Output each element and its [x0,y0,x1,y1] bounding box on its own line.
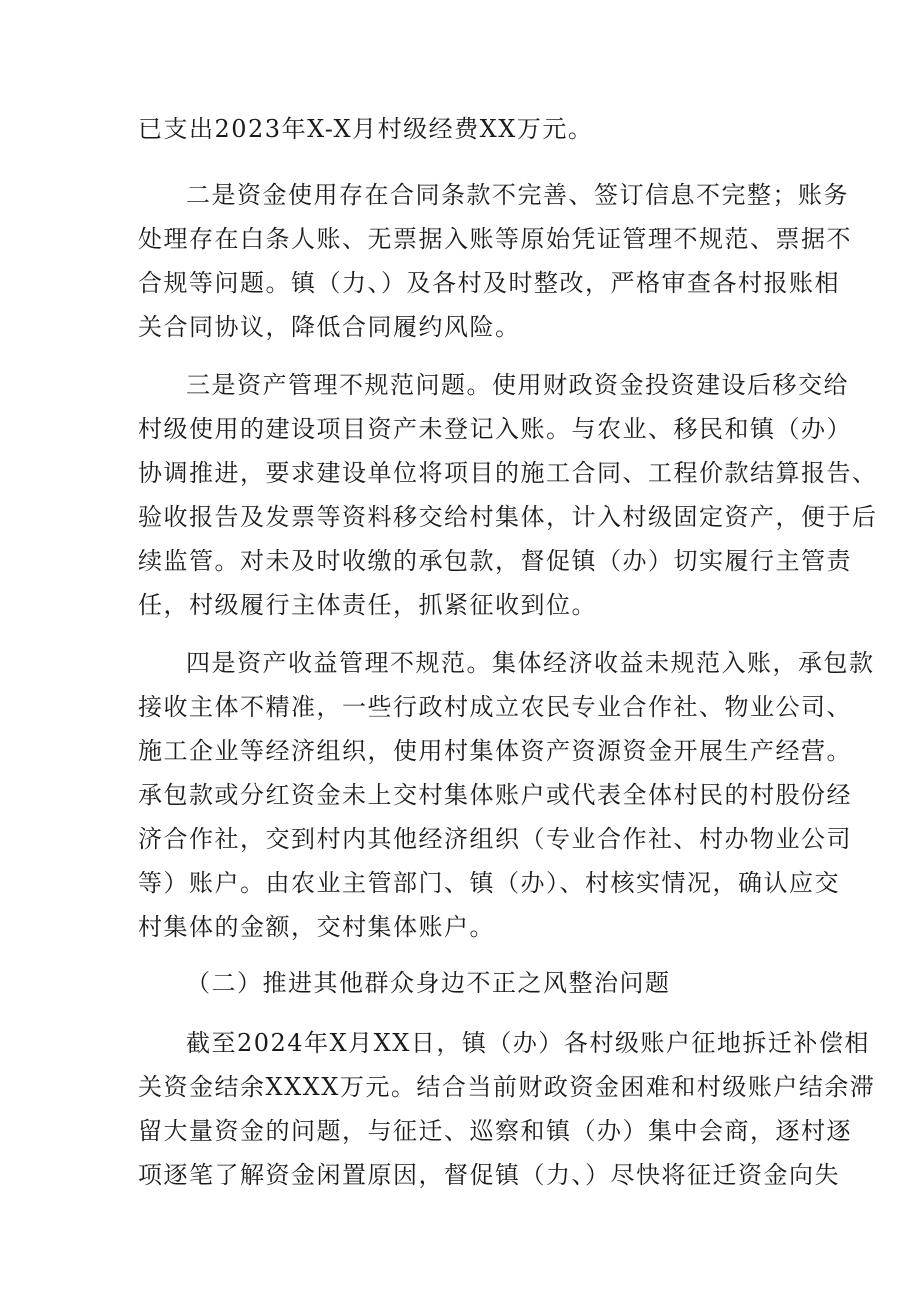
paragraph-line: 关合同协议，降低合同履约风险。 [138,313,521,341]
paragraph-line: 等）账户。由农业主管部门、镇（办）、村核实情况，确认应交 [138,869,840,897]
paragraph-line: 已支出2023年X-X月村级经费XX万元。 [138,115,594,143]
paragraph-line: 承包款或分红资金未上交村集体账户或代表全体村民的村股份经 [138,781,852,809]
paragraph-line: 续监管。对未及时收缴的承包款，督促镇（办）切实履行主管责 [138,547,852,575]
paragraph-line: 任，村级履行主体责任，抓紧征收到位。 [138,591,597,619]
paragraph-line: 留大量资金的问题，与征迁、巡察和镇（办）集中会商，逐村逐 [138,1117,852,1145]
section-heading: （二）推进其他群众身边不正之风整治问题 [186,969,671,997]
paragraph-line: 村集体的金额，交村集体账户。 [138,913,495,941]
paragraph-line: 验收报告及发票等资料移交给村集体，计入村级固定资产，便于后 [138,503,878,531]
paragraph-line: 接收主体不精准，一些行政村成立农民专业合作社、物业公司、 [138,693,852,721]
paragraph-line: 四是资产收益管理不规范。集体经济收益未规范入账，承包款 [186,649,875,677]
paragraph-line: 处理存在白条人账、无票据入账等原始凭证管理不规范、票据不 [138,225,852,253]
paragraph-line: 村级使用的建设项目资产未登记入账。与农业、移民和镇（办） [138,415,852,443]
paragraph-line: 截至2024年X月XX日，镇（办）各村级账户征地拆迁补偿相 [186,1029,870,1057]
paragraph-line: 二是资金使用存在合同条款不完善、签订信息不完整；账务 [186,181,849,209]
paragraph-line: 施工企业等经济组织，使用村集体资产资源资金开展生产经营。 [138,737,852,765]
paragraph-line: 三是资产管理不规范问题。使用财政资金投资建设后移交给 [186,371,849,399]
paragraph-line: 项逐笔了解资金闲置原因，督促镇（力、）尽快将征迁资金向失 [138,1161,840,1189]
paragraph-line: 合规等问题。镇（力、）及各村及时整改，严格审查各村报账相 [138,269,840,297]
paragraph-line: 协调推进，要求建设单位将项目的施工合同、工程价款结算报告、 [138,459,878,487]
paragraph-line: 关资金结余XXXX万元。结合当前财政资金困难和村级账户结余滞 [138,1073,876,1101]
paragraph-line: 济合作社，交到村内其他经济组织（专业合作社、村办物业公司 [138,825,852,853]
